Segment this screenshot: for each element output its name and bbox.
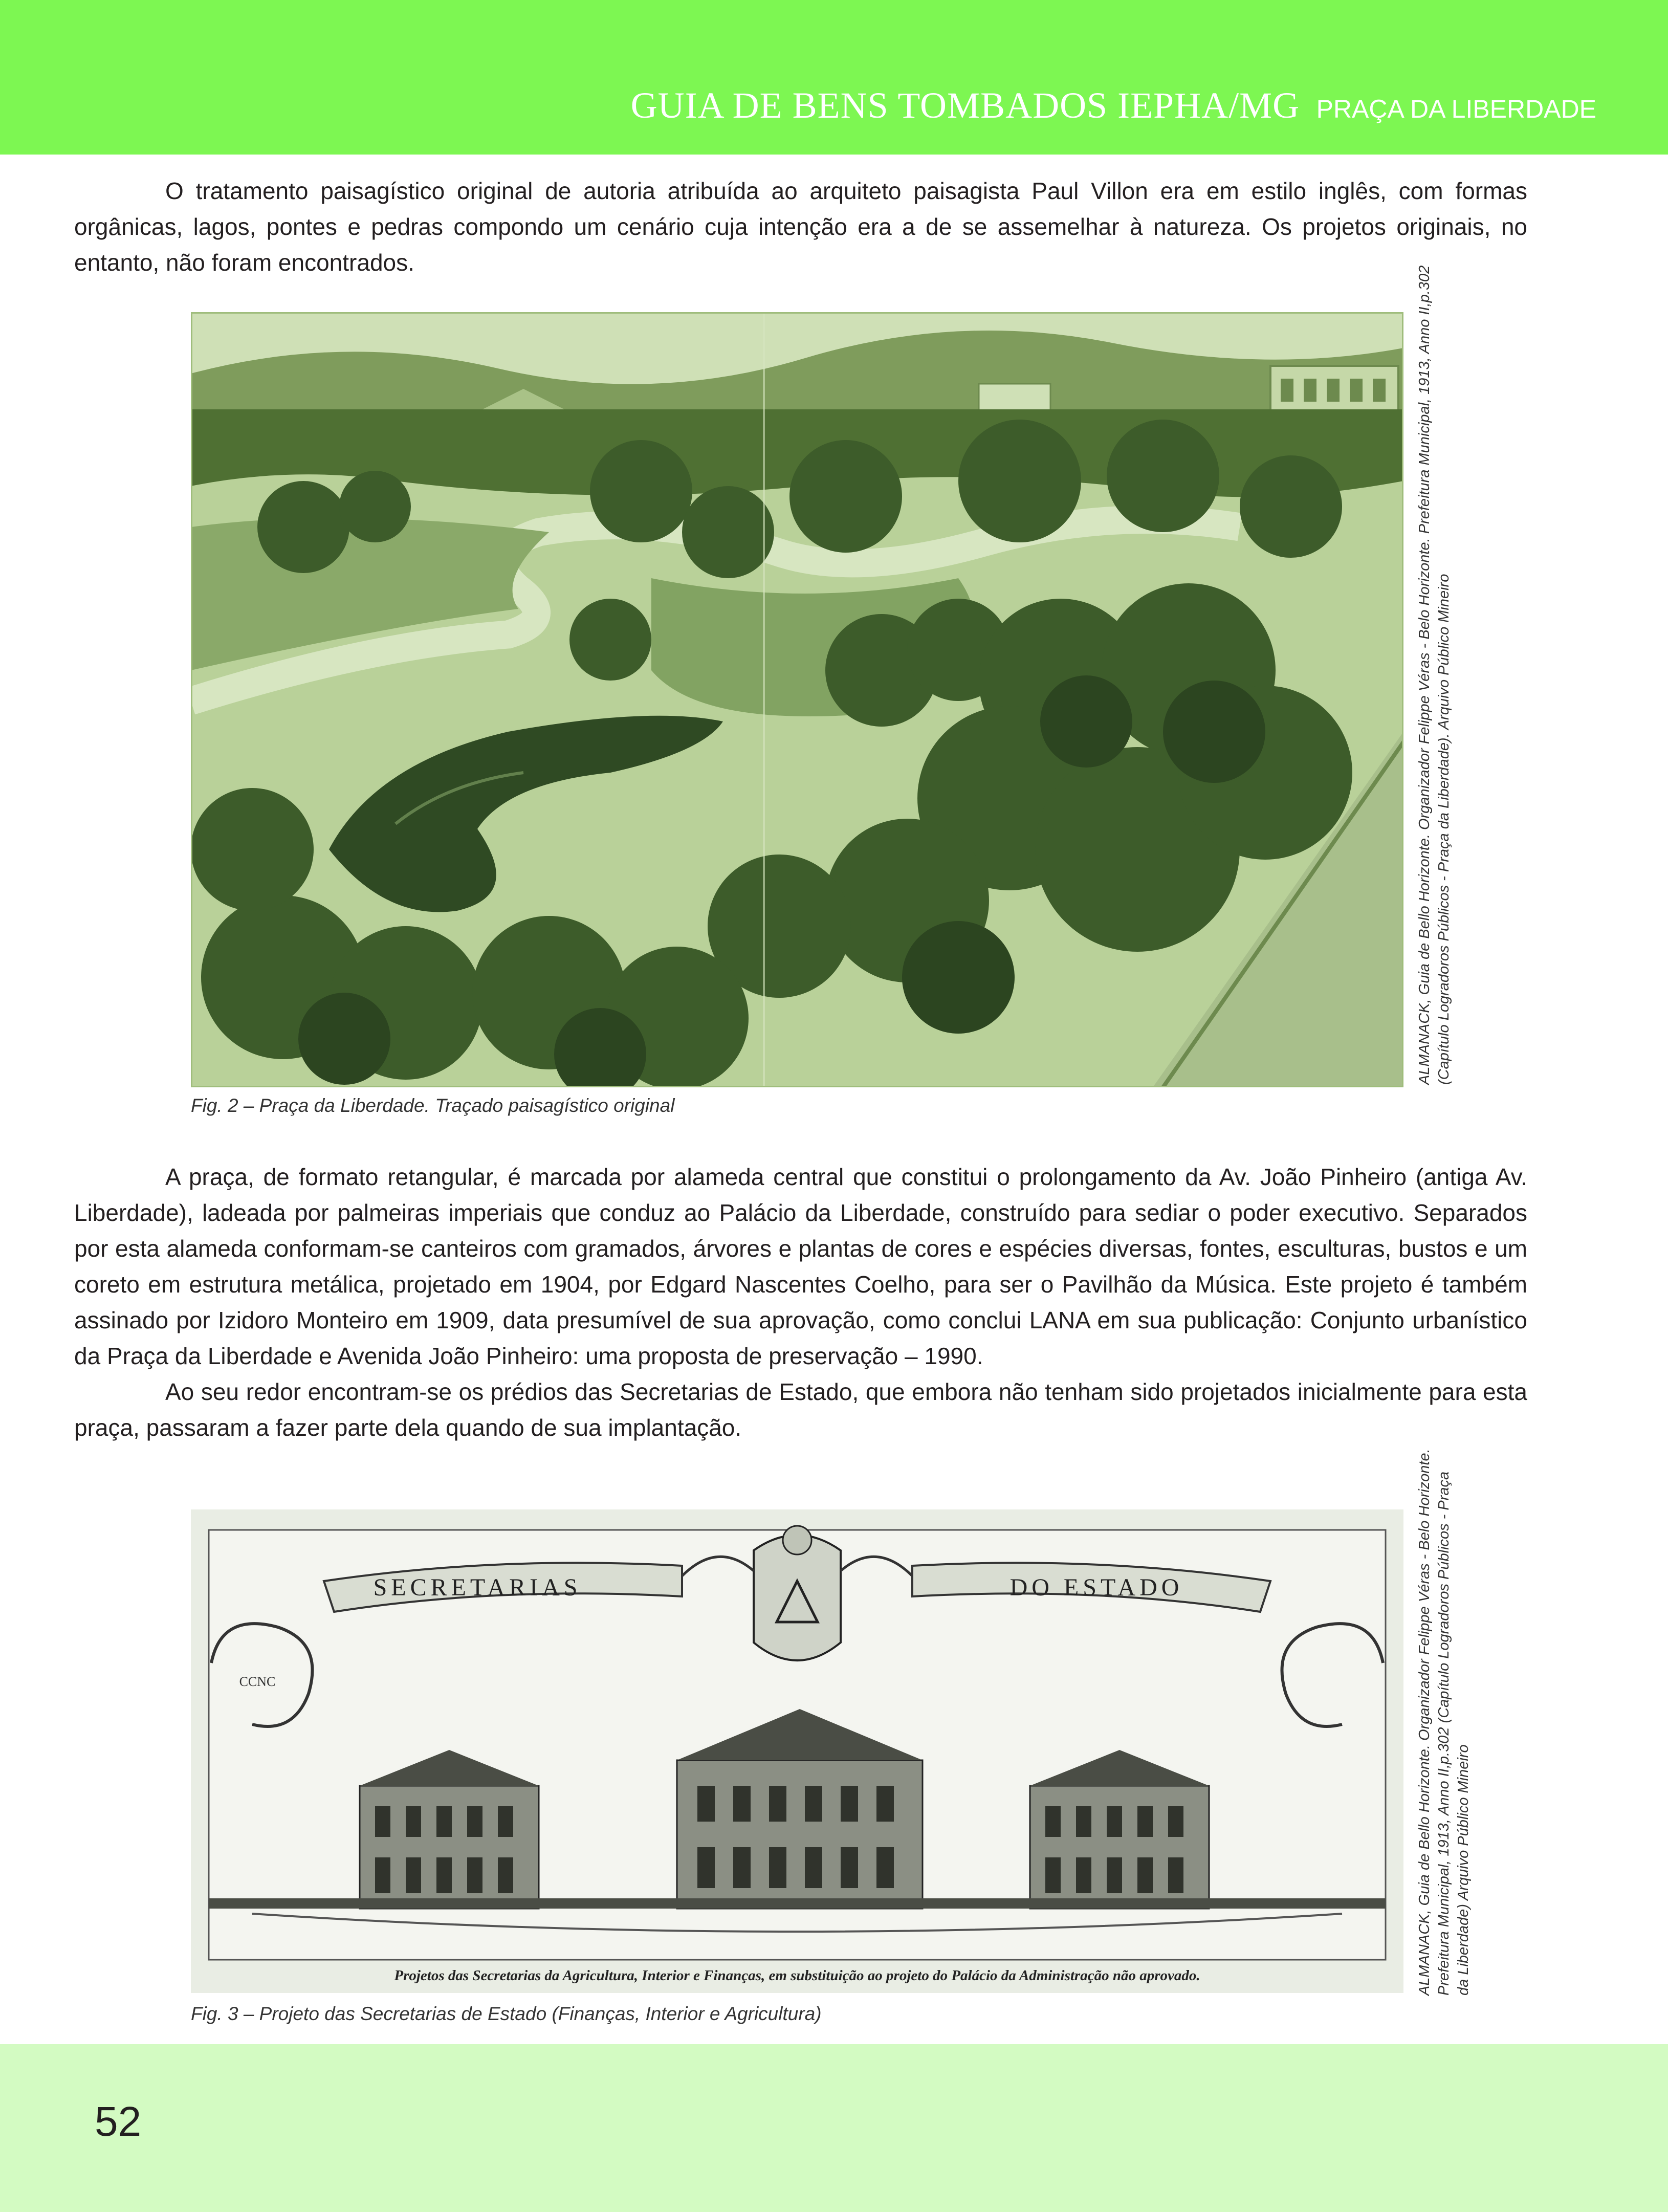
figure-2-credit-line-1: ALMANACK, Guia de Bello Horizonte. Organizador Felippe Véras - Belo Horizonte. Prefeitura Municipal, 1913, Anno II,p.302 [1416, 265, 1433, 1085]
figure-3-credit-line-1: ALMANACK, Guia de Bello Horizonte. Organizador Felippe Véras - Belo Horizonte. [1416, 1449, 1433, 1996]
figure-3-engraving [191, 1509, 1403, 1993]
paragraph-praca [74, 1159, 1527, 1374]
paragraph-secretarias-text: Ao seu redor encontram-se os prédios das Secretarias de Estado, que embora não tenham sido projetados inicialmente para esta praça, passaram a fazer parte dela quando de sua implantação. [74, 1378, 1527, 1441]
banner-right-text: DO ESTADO [1009, 1574, 1183, 1601]
figure-3-credit-line-3: da Liberdade) Arquivo Público Mineiro [1455, 1744, 1472, 1996]
figure-3-credit [1415, 1449, 1473, 1996]
paragraph-secretarias [74, 1374, 1527, 1446]
header-title [631, 84, 1596, 127]
figure-3-caption: Fig. 3 – Projeto das Secretarias de Estado (Finanças, Interior e Agricultura) [191, 2003, 822, 2024]
paragraph-praca-text: A praça, de formato retangular, é marcada por alameda central que constitui o prolongamento da Av. João Pinheiro (antiga Av. Liberdade), ladeada por palmeiras imperiais que conduz ao Palácio da Liberdade, construído para sediar o poder executivo. Separados por esta alameda conformam-se canteiros com gramados, árvores e plantas de cores e espécies diversas, fontes, esculturas, bustos e um coreto em estrutura metálica, projetado em 1904, por Edgard Nascentes Coelho, para ser o Pavilhão da Música. Este projeto é também assinado por Izidoro Monteiro em 1909, data presumível de sua aprovação, como conclui LANA em sua publicação: Conjunto urbanístico da Praça da Liberdade e Avenida João Pinheiro: uma proposta de preservação – 1990. [74, 1164, 1527, 1369]
secretarias-engraving [191, 1509, 1403, 1993]
banner-left-text: SECRETARIAS [373, 1574, 582, 1601]
page-footer [0, 2044, 1668, 2212]
figure-2-credit-line-2: (Capítulo Logradoros Públicos - Praça da Liberdade). Arquivo Público Mineiro [1436, 574, 1452, 1085]
paragraph-intro [74, 173, 1527, 280]
series-title: GUIA DE BENS TOMBADOS IEPHA/MG [630, 85, 1300, 126]
engraving-print-caption: Projetos das Secretarias da Agricultura, Interior e Finanças, em substituição ao projeto do Palácio da Administração não aprovado. [394, 1967, 1200, 1984]
praca-photo-illustration [191, 312, 1403, 1087]
section-title: PRAÇA DA LIBERDADE [1316, 95, 1596, 123]
figure-2-photo [191, 312, 1403, 1087]
page-number: 52 [95, 2098, 142, 2145]
page-header [0, 0, 1668, 155]
figure-2-credit [1415, 266, 1454, 1085]
corner-monogram: CCNC [239, 1674, 276, 1689]
figure-3-credit-line-2: Prefeitura Municipal, 1913, Anno II,p.302 (Capítulo Logradoros Públicos - Praça [1436, 1471, 1452, 1996]
paragraph-intro-text: O tratamento paisagístico original de autoria atribuída ao arquiteto paisagista Paul Villon era em estilo inglês, com formas orgânicas, lagos, pontes e pedras compondo um cenário cuja intenção era a de se assemelhar à natureza. Os projetos originais, no entanto, não foram encontrados. [74, 178, 1527, 276]
figure-2-caption: Fig. 2 – Praça da Liberdade. Traçado paisagístico original [191, 1095, 675, 1116]
